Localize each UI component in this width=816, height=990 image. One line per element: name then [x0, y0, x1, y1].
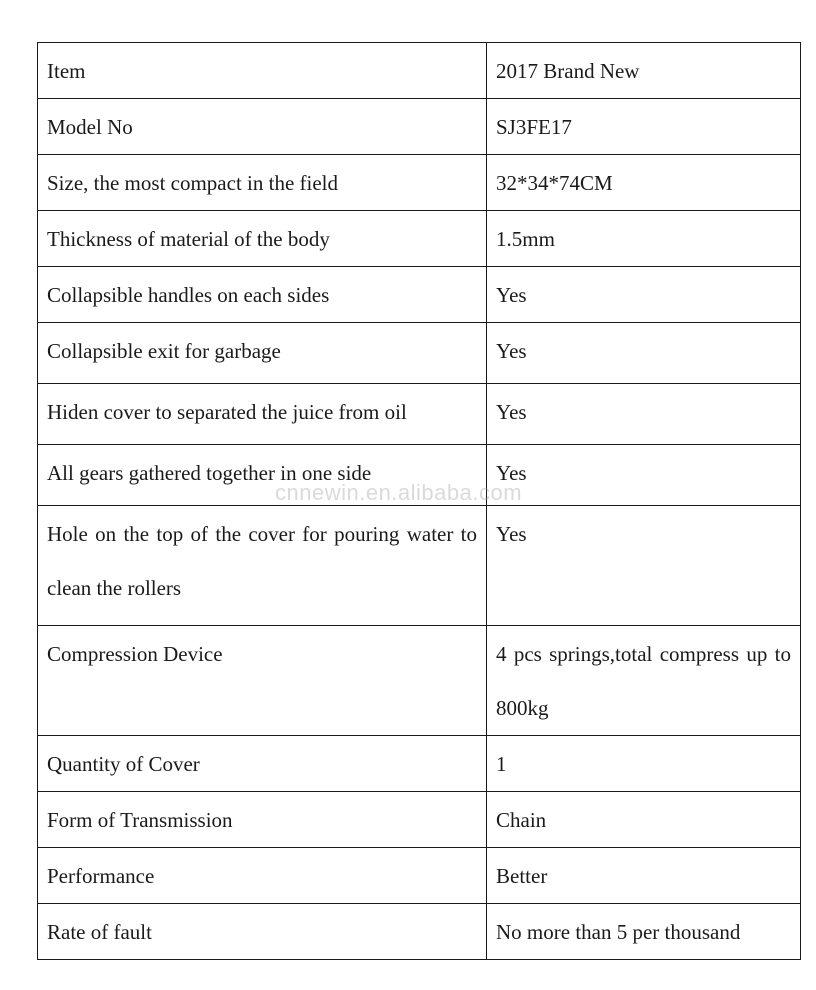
table-row [38, 848, 801, 904]
row-label: Item [38, 43, 487, 99]
table-row [38, 506, 801, 626]
spec-table [37, 42, 801, 960]
row-value: Better [487, 848, 801, 904]
row-label: Compression Device [38, 626, 487, 736]
row-value: Yes [487, 267, 801, 323]
row-label: Quantity of Cover [38, 736, 487, 792]
table-row [38, 626, 801, 736]
row-label: Collapsible exit for garbage [38, 323, 487, 384]
row-value: Chain [487, 792, 801, 848]
table-row [38, 99, 801, 155]
row-label: Collapsible handles on each sides [38, 267, 487, 323]
row-value: Yes [487, 445, 801, 506]
table-row [38, 904, 801, 960]
row-label: Model No [38, 99, 487, 155]
table-row [38, 792, 801, 848]
table-row [38, 445, 801, 506]
watermark: cnnewin.en.alibaba.com [275, 480, 523, 505]
table-row [38, 43, 801, 99]
table-row [38, 267, 801, 323]
table-row [38, 211, 801, 267]
row-label: Thickness of material of the body [38, 211, 487, 267]
row-value: Yes [487, 384, 801, 445]
row-value: 2017 Brand New [487, 43, 801, 99]
row-value: 32*34*74CM [487, 155, 801, 211]
row-value: Yes [487, 506, 801, 626]
table-row [38, 155, 801, 211]
row-label: Performance [38, 848, 487, 904]
table-row [38, 384, 801, 445]
row-value: 4 pcs springs,total compress up to 800kg [487, 626, 801, 736]
row-value: 1 [487, 736, 801, 792]
table-row [38, 323, 801, 384]
row-label: Rate of fault [38, 904, 487, 960]
row-value: 1.5mm [487, 211, 801, 267]
row-value: No more than 5 per thousand [487, 904, 801, 960]
row-value: SJ3FE17 [487, 99, 801, 155]
table-row [38, 736, 801, 792]
row-label: Size, the most compact in the field [38, 155, 487, 211]
row-label: Form of Transmission [38, 792, 487, 848]
row-label: Hole on the top of the cover for pouring water to clean the rollers [38, 506, 487, 626]
row-value: Yes [487, 323, 801, 384]
row-label: All gears gathered together in one side [38, 445, 487, 506]
row-label: Hiden cover to separated the juice from oil [38, 384, 487, 445]
